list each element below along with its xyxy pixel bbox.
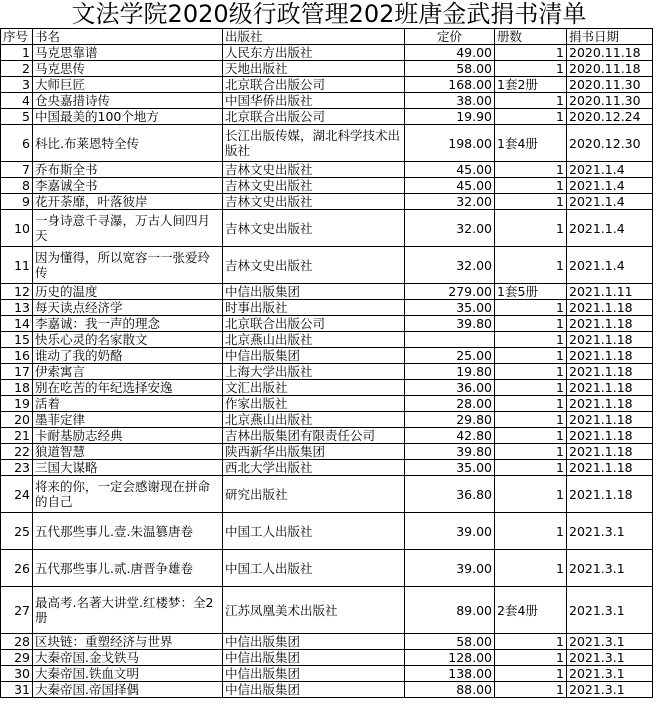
cell-publisher: 吉林文史出版社 [223,194,405,210]
cell-publisher: 中信出版集团 [223,666,405,682]
table-row [1,380,653,396]
cell-no: 17 [1,364,33,380]
book-donation-table [0,28,653,698]
cell-price: 58.00 [405,61,495,77]
cell-publisher: 吉林出版集团有限责任公司 [223,428,405,444]
cell-book-name: 因为懂得，所以宽容一一张爱玲传 [33,247,223,284]
cell-price: 19.80 [405,364,495,380]
page-title: 文法学院2020级行政管理202班唐金武捐书清单 [71,0,587,28]
table-row [1,332,653,348]
table-row [1,247,653,284]
header-publisher: 出版社 [223,29,405,45]
cell-quantity: 1 [495,332,567,348]
cell-price: 35.00 [405,460,495,476]
cell-book-name: 历史的温度 [33,284,223,300]
table-row [1,210,653,247]
cell-price: 38.00 [405,93,495,109]
cell-date: 2021.3.1 [567,550,653,587]
cell-publisher: 中信出版集团 [223,634,405,650]
cell-date: 2021.3.1 [567,682,653,698]
cell-price: 45.00 [405,178,495,194]
cell-date: 2021.1.4 [567,194,653,210]
cell-book-name: 乔布斯全书 [33,162,223,178]
cell-publisher: 北京联合出版公司 [223,316,405,332]
cell-quantity: 1 [495,666,567,682]
cell-publisher: 中国工人出版社 [223,550,405,587]
cell-book-name: 一身诗意千寻瀑，万古人间四月天 [33,210,223,247]
cell-publisher: 中信出版集团 [223,682,405,698]
cell-quantity: 1 [495,412,567,428]
cell-publisher: 人民东方出版社 [223,45,405,61]
cell-no: 25 [1,513,33,550]
cell-date: 2021.1.18 [567,364,653,380]
cell-quantity: 1 [495,247,567,284]
cell-publisher: 吉林文史出版社 [223,178,405,194]
cell-no: 11 [1,247,33,284]
cell-price: 42.80 [405,428,495,444]
cell-book-name: 李嘉诚：我一声的理念 [33,316,223,332]
cell-date: 2021.1.4 [567,178,653,194]
cell-no: 31 [1,682,33,698]
cell-book-name: 墨菲定律 [33,412,223,428]
cell-quantity: 1 [495,109,567,125]
cell-date: 2021.1.4 [567,210,653,247]
cell-no: 10 [1,210,33,247]
cell-quantity: 1 [495,476,567,513]
table-row [1,550,653,587]
cell-publisher: 长江出版传媒，湖北科学技术出版社 [223,125,405,162]
cell-quantity: 1 [495,348,567,364]
cell-quantity: 1 [495,396,567,412]
table-row [1,162,653,178]
cell-publisher: 中信出版集团 [223,650,405,666]
cell-no: 18 [1,380,33,396]
cell-date: 2021.1.4 [567,247,653,284]
cell-quantity: 1 [495,444,567,460]
cell-book-name: 伊索寓言 [33,364,223,380]
cell-book-name: 将来的你，一定会感谢现在拼命的自己 [33,476,223,513]
cell-price: 39.00 [405,550,495,587]
table-row [1,513,653,550]
cell-date: 2021.3.1 [567,634,653,650]
cell-book-name: 马克思靠谱 [33,45,223,61]
table-row [1,93,653,109]
cell-price: 39.80 [405,444,495,460]
cell-quantity: 1 [495,682,567,698]
cell-price [405,332,495,348]
table-row [1,428,653,444]
cell-quantity: 1 [495,634,567,650]
table-row [1,77,653,93]
cell-quantity: 1 [495,210,567,247]
cell-no: 8 [1,178,33,194]
cell-no: 16 [1,348,33,364]
cell-price: 35.00 [405,300,495,316]
cell-date: 2021.1.18 [567,316,653,332]
table-row [1,125,653,162]
table-row [1,300,653,316]
cell-date: 2021.1.18 [567,476,653,513]
cell-date: 2021.3.1 [567,587,653,634]
cell-quantity: 1 [495,364,567,380]
cell-date: 2021.1.18 [567,444,653,460]
header-price: 定价 [405,29,495,45]
cell-quantity: 1 [495,380,567,396]
cell-book-name: 李嘉诚全书 [33,178,223,194]
cell-date: 2021.1.18 [567,460,653,476]
cell-no: 9 [1,194,33,210]
cell-publisher: 北京联合出版公司 [223,77,405,93]
cell-book-name: 最高考.名著大讲堂.红楼梦：全2册 [33,587,223,634]
table-row [1,364,653,380]
cell-no: 28 [1,634,33,650]
cell-quantity: 1 [495,460,567,476]
cell-date: 2020.11.18 [567,45,653,61]
cell-publisher: 研究出版社 [223,476,405,513]
cell-book-name: 三国大谋略 [33,460,223,476]
cell-date: 2021.1.18 [567,412,653,428]
cell-publisher: 中信出版集团 [223,284,405,300]
table-row [1,316,653,332]
cell-price: 88.00 [405,682,495,698]
cell-price: 198.00 [405,125,495,162]
cell-price: 32.00 [405,194,495,210]
cell-book-name: 大秦帝国.铁血文明 [33,666,223,682]
cell-date: 2020.11.30 [567,77,653,93]
cell-publisher: 中国华侨出版社 [223,93,405,109]
cell-publisher: 时事出版社 [223,300,405,316]
cell-price: 58.00 [405,634,495,650]
cell-quantity: 1 [495,93,567,109]
cell-price: 36.00 [405,380,495,396]
cell-publisher: 天地出版社 [223,61,405,77]
cell-date: 2021.3.1 [567,513,653,550]
cell-book-name: 卡耐基励志经典 [33,428,223,444]
cell-publisher: 北京联合出版公司 [223,109,405,125]
table-header-row [1,29,653,45]
cell-quantity: 1 [495,650,567,666]
cell-price: 128.00 [405,650,495,666]
cell-date: 2021.1.18 [567,396,653,412]
cell-no: 27 [1,587,33,634]
table-row [1,109,653,125]
cell-book-name: 科比.布莱恩特全传 [33,125,223,162]
cell-book-name: 快乐心灵的名家散文 [33,332,223,348]
table-row [1,460,653,476]
table-row [1,284,653,300]
cell-no: 14 [1,316,33,332]
table-row [1,650,653,666]
table-row [1,476,653,513]
cell-publisher: 文汇出版社 [223,380,405,396]
cell-price: 39.80 [405,316,495,332]
cell-date: 2021.1.4 [567,162,653,178]
cell-book-name: 谁动了我的奶酪 [33,348,223,364]
cell-publisher: 北京燕山出版社 [223,332,405,348]
cell-date: 2021.3.1 [567,666,653,682]
cell-no: 12 [1,284,33,300]
cell-no: 5 [1,109,33,125]
cell-quantity: 1 [495,45,567,61]
cell-no: 19 [1,396,33,412]
cell-publisher: 吉林文史出版社 [223,162,405,178]
cell-no: 15 [1,332,33,348]
cell-no: 22 [1,444,33,460]
table-row [1,444,653,460]
cell-price: 45.00 [405,162,495,178]
table-row [1,178,653,194]
cell-price: 39.00 [405,513,495,550]
cell-no: 24 [1,476,33,513]
cell-book-name: 区块链：重塑经济与世界 [33,634,223,650]
cell-book-name: 花开荼靡，叶落彼岸 [33,194,223,210]
cell-book-name: 大秦帝国.帝国择偶 [33,682,223,698]
cell-price: 168.00 [405,77,495,93]
cell-book-name: 马克思传 [33,61,223,77]
cell-quantity: 1 [495,316,567,332]
cell-price: 49.00 [405,45,495,61]
cell-no: 4 [1,93,33,109]
cell-date: 2020.11.30 [567,93,653,109]
cell-date: 2021.1.18 [567,380,653,396]
cell-date: 2020.11.18 [567,61,653,77]
cell-date: 2021.1.18 [567,332,653,348]
cell-book-name: 活着 [33,396,223,412]
cell-price: 29.80 [405,412,495,428]
cell-quantity: 2套4册 [495,587,567,634]
cell-quantity: 1套5册 [495,284,567,300]
cell-quantity: 1 [495,428,567,444]
cell-publisher: 西北大学出版社 [223,460,405,476]
cell-price: 32.00 [405,210,495,247]
cell-date: 2021.1.18 [567,428,653,444]
cell-date: 2020.12.24 [567,109,653,125]
cell-quantity: 1 [495,194,567,210]
cell-publisher: 陕西新华出版集团 [223,444,405,460]
table-row [1,45,653,61]
table-row [1,412,653,428]
cell-quantity: 1 [495,300,567,316]
header-date: 捐书日期 [567,29,653,45]
cell-book-name: 大师巨匠 [33,77,223,93]
table-row [1,587,653,634]
cell-price: 19.90 [405,109,495,125]
cell-price: 28.00 [405,396,495,412]
cell-publisher: 吉林文史出版社 [223,247,405,284]
cell-price: 36.80 [405,476,495,513]
cell-date: 2021.1.18 [567,300,653,316]
cell-publisher: 江苏凤凰美术出版社 [223,587,405,634]
cell-no: 20 [1,412,33,428]
table-row [1,396,653,412]
cell-quantity: 1套2册 [495,77,567,93]
cell-publisher: 上海大学出版社 [223,364,405,380]
cell-book-name: 五代那些事儿.壹.朱温篡唐卷 [33,513,223,550]
table-row [1,666,653,682]
cell-no: 13 [1,300,33,316]
cell-book-name: 仓央嘉措诗传 [33,93,223,109]
header-book-name: 书名 [33,29,223,45]
cell-no: 30 [1,666,33,682]
cell-price: 89.00 [405,587,495,634]
cell-quantity: 1 [495,513,567,550]
header-quantity: 册数 [495,29,567,45]
cell-quantity: 1 [495,178,567,194]
cell-price: 138.00 [405,666,495,682]
cell-publisher: 吉林文史出版社 [223,210,405,247]
table-row [1,634,653,650]
cell-no: 29 [1,650,33,666]
cell-publisher: 中国工人出版社 [223,513,405,550]
table-row [1,194,653,210]
cell-publisher: 北京燕山出版社 [223,412,405,428]
header-no: 序号 [1,29,33,45]
cell-no: 1 [1,45,33,61]
cell-book-name: 中国最美的100个地方 [33,109,223,125]
cell-quantity: 1 [495,61,567,77]
cell-price: 279.00 [405,284,495,300]
cell-no: 23 [1,460,33,476]
cell-date: 2021.1.11 [567,284,653,300]
cell-quantity: 1 [495,162,567,178]
cell-no: 6 [1,125,33,162]
cell-quantity: 1 [495,550,567,587]
cell-price: 32.00 [405,247,495,284]
cell-price: 25.00 [405,348,495,364]
cell-publisher: 作家出版社 [223,396,405,412]
cell-book-name: 每天读点经济学 [33,300,223,316]
cell-book-name: 别在吃苦的年纪选择安逸 [33,380,223,396]
cell-book-name: 五代那些事儿.贰.唐晋争雄卷 [33,550,223,587]
table-row [1,682,653,698]
table-row [1,348,653,364]
table-row [1,61,653,77]
cell-no: 21 [1,428,33,444]
cell-quantity: 1套4册 [495,125,567,162]
cell-book-name: 大秦帝国.金戈铁马 [33,650,223,666]
cell-no: 3 [1,77,33,93]
cell-publisher: 中信出版集团 [223,348,405,364]
cell-no: 26 [1,550,33,587]
cell-no: 7 [1,162,33,178]
cell-no: 2 [1,61,33,77]
cell-book-name: 狼道智慧 [33,444,223,460]
cell-date: 2021.3.1 [567,650,653,666]
cell-date: 2020.12.30 [567,125,653,162]
cell-date: 2021.1.18 [567,348,653,364]
